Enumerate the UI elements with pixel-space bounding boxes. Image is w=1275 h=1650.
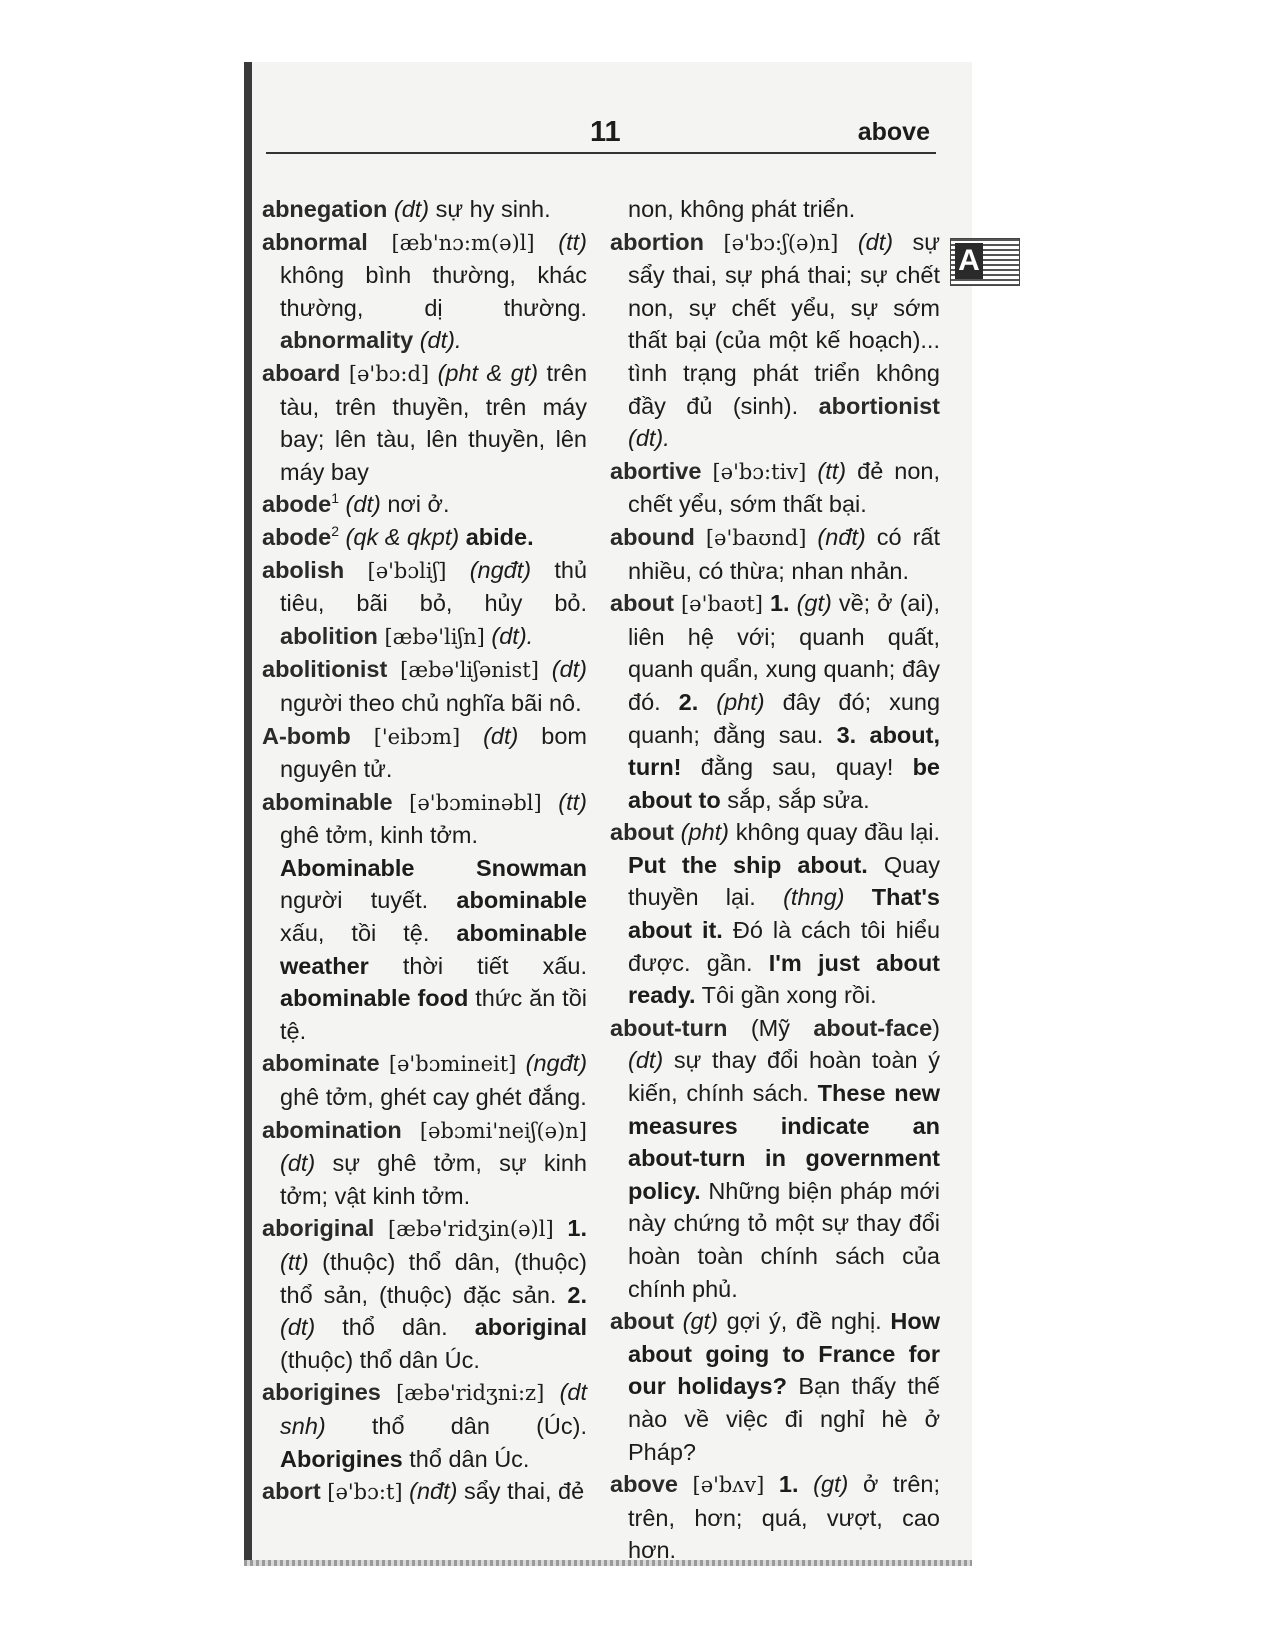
page-number: 11 — [590, 116, 621, 148]
dictionary-entry: abolitionist [æbə'liʃənist] (dt) người theo chủ nghĩa bãi nô. — [262, 656, 587, 716]
dictionary-entry: aborigines [æbə'ridʒni:z] (dt snh) thổ dân (Úc). Aborigines thổ dân Úc. — [262, 1379, 588, 1472]
dictionary-entry: abomination [əbɔmi'neiʃ(ə)n] (dt) sự ghê tởm, sự kinh tởm; vật kinh tởm. — [262, 1116, 588, 1209]
dictionary-entry: about [ə'baʊt] 1. (gt) về; ở (ai), liên hệ với; quanh quất, quanh quẩn, xung quanh; đây đó. 2. (pht) đây đó; xung quanh; đằng sau. 3. about, turn! đằng sau, quay! be about to sắp, sắp sửa. — [610, 590, 941, 813]
dictionary-entry-examples: Abominable Snowman người tuyết. abominable xấu, tồi tệ. abominable weather thời tiết xấu. abominable food thức ăn tồi tệ. — [280, 854, 587, 1044]
dictionary-entry: aboriginal [æbə'ridʒin(ə)l] 1. (tt) (thuộc) thổ dân, (thuộc) thổ sản, (thuộc) đặc sản. 2. (dt) thổ dân. aboriginal (thuộc) thổ dân Úc. — [262, 1215, 588, 1373]
dictionary-entry: A-bomb ['eibɔm] (dt) bom nguyên tử. — [262, 722, 588, 783]
thumb-index-letter: A — [955, 243, 983, 279]
dictionary-entry: about (pht) không quay đầu lại. Put the ship about. Quay thuyền lại. (thng) That's about it. Đó là cách tôi hiểu được. gần. I'm just about ready. Tôi gần xong rồi. — [610, 819, 941, 1009]
dictionary-entry: aboard [ə'bɔ:d] (pht & gt) trên tàu, trên thuyền, trên máy bay; lên tàu, lên thuyền, lên máy bay — [262, 359, 588, 485]
dictionary-entry: abound [ə'baʊnd] (nđt) có rất nhiều, có thừa; nhan nhản. — [610, 523, 941, 584]
left-column — [262, 193, 587, 1509]
dictionary-entry: above [ə'bʌv] 1. (gt) ở trên; trên, hơn; quá, vượt, cao hơn. — [610, 1471, 941, 1564]
dictionary-entry: abominable [ə'bɔminəbl] (tt) ghê tởm, kinh tởm. — [262, 788, 588, 849]
page-header — [266, 110, 936, 154]
dictionary-entry: abominate [ə'bɔmineit] (ngđt) ghê tởm, ghét cay ghét đắng. — [262, 1050, 588, 1111]
thumb-index-tab — [950, 238, 1020, 286]
dictionary-entry: abolish [ə'bɔliʃ] (ngđt) thủ tiêu, bãi bỏ, hủy bỏ. abolition [æbə'liʃn] (dt). — [262, 556, 588, 649]
dictionary-entry: about (gt) gợi ý, đề nghị. How about going to France for our holidays? Bạn thấy thế nào về việc đi nghỉ hè ở Pháp? — [610, 1308, 941, 1465]
dictionary-entry: abort [ə'bɔ:t] (nđt) sẩy thai, đẻ — [262, 1478, 585, 1505]
dictionary-entry: about-turn (Mỹ about-face) (dt) sự thay đổi hoàn toàn ý kiến, chính sách. These new measures indicate an about-turn in government policy. Những biện pháp mới này chứng tỏ một sự thay đổi hoàn toàn chính sách của chính phủ. — [610, 1014, 941, 1302]
dictionary-entry: abode$^1$ (dt) nơi ở. — [262, 490, 450, 518]
dictionary-entry: abnegation (dt) sự hy sinh. — [262, 196, 551, 222]
right-column — [610, 193, 940, 1567]
dictionary-entry: abortion [ə'bɔ:ʃ(ə)n] (dt) sự sẩy thai, sự phá thai; sự chết non, sự chết yểu, sự sớm thất bại (của một kế hoạch)... tình trạng phát triển không đầy đủ (sinh). abortionist (dt). — [610, 228, 940, 452]
running-head: above — [857, 118, 930, 146]
dictionary-entry: abode$^2$ (qk & qkpt) abide. — [262, 523, 534, 550]
dictionary-entry-continued: non, không phát triển. — [628, 196, 856, 222]
dictionary-entry: abnormal [æb'nɔ:m(ə)l] (tt) không bình thường, khác thường, dị thường. abnormality (dt). — [262, 228, 587, 354]
dictionary-entry: abortive [ə'bɔ:tiv] (tt) đẻ non, chết yểu, sớm thất bại. — [610, 457, 941, 518]
